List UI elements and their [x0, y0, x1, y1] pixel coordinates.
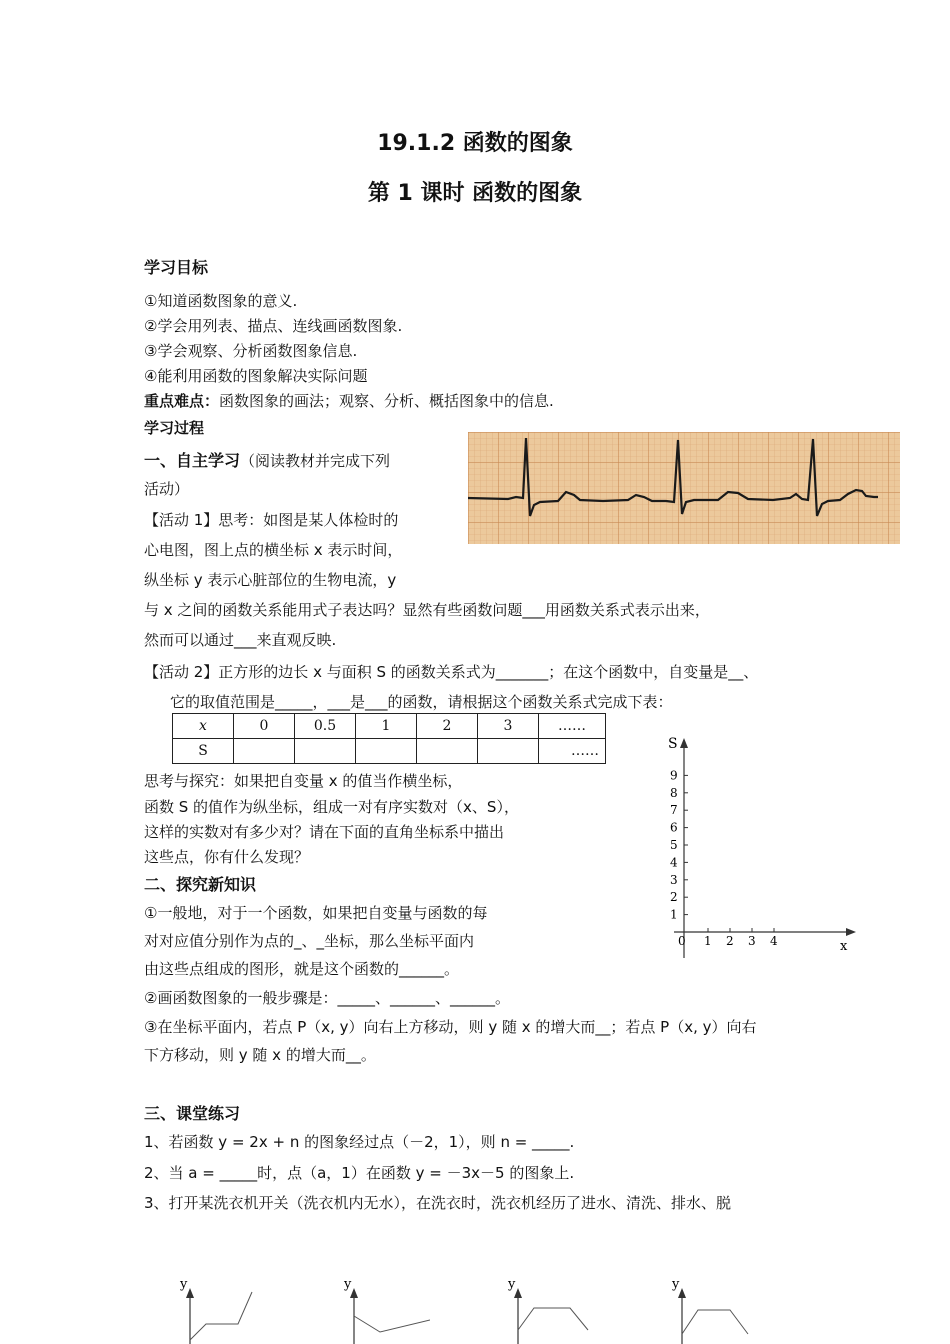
- section2-line: 对对应值分别作为点的_、_坐标，那么坐标平面内: [144, 932, 475, 950]
- activity1-line: 纵坐标 y 表示心脏部位的生物电流，y: [144, 571, 397, 589]
- ecg-image: [468, 432, 900, 544]
- table-row: [173, 714, 606, 739]
- activity1-line: 心电图，图上点的横坐标 x 表示时间，: [144, 541, 403, 559]
- section1-note: （阅读教材并完成下列: [240, 452, 391, 470]
- table-cell: 0: [234, 714, 295, 739]
- table-cell[interactable]: [295, 739, 356, 764]
- table-cell[interactable]: [478, 739, 539, 764]
- table-cell: ……: [539, 714, 606, 739]
- x-axis-label: x: [840, 939, 848, 954]
- graph-curve: [190, 1292, 252, 1340]
- section2-heading: 二、探究新知识: [144, 875, 257, 894]
- key-points: [144, 390, 554, 411]
- graph-axis-label: y: [508, 1277, 516, 1292]
- x-tick-label: 1: [704, 934, 712, 948]
- goal-item: ③学会观察、分析函数图象信息.: [144, 342, 358, 360]
- section1-note2: 活动）: [144, 480, 190, 498]
- section2-line: ②画函数图象的一般步骤是：_____、______、______。: [144, 989, 510, 1007]
- table-cell[interactable]: [417, 739, 478, 764]
- page-title: 19.1.2 函数的图象: [377, 131, 573, 156]
- y-arrow: [680, 738, 688, 748]
- y-tick-label: 8: [670, 785, 678, 800]
- table-cell: 3: [478, 714, 539, 739]
- section2-line: ①一般地，对于一个函数，如果把自变量与函数的每: [144, 904, 488, 922]
- activity1-line: 与 x 之间的函数关系能用式子表达吗？显然有些函数问题___用函数关系式表示出来，: [144, 601, 710, 619]
- think-line: 函数 S 的值作为纵坐标，组成一对有序实数对（x、S），: [144, 798, 519, 816]
- activity2-line: 【活动 2】正方形的边长 x 与面积 S 的函数关系式为_______；在这个函数中，自变量是__、: [144, 663, 759, 681]
- section2-line: 下方移动，则 y 随 x 的增大而__。: [144, 1046, 376, 1064]
- value-table: [172, 713, 606, 764]
- x-tick-label: 4: [770, 934, 778, 948]
- goal-item: ②学会用列表、描点、连线画函数图象.: [144, 317, 403, 335]
- option-graph-a: [176, 1274, 266, 1344]
- y-tick-label: 2: [670, 890, 678, 905]
- x-tick-label: 0: [678, 934, 686, 948]
- x-arrow: [846, 928, 856, 936]
- option-graph-b: [340, 1274, 430, 1344]
- goal-item: ④能利用函数的图象解决实际问题: [144, 367, 368, 385]
- y-tick-label: 1: [670, 907, 678, 922]
- process-heading: 学习过程: [144, 419, 205, 437]
- table-cell: S: [173, 739, 234, 764]
- goal-item: ①知道函数图象的意义.: [144, 292, 298, 310]
- table-cell: 0.5: [295, 714, 356, 739]
- table-cell: ……: [539, 739, 606, 764]
- y-tick-label: 4: [670, 855, 678, 870]
- think-line: 这些点，你有什么发现？: [144, 848, 310, 866]
- ecg-grid: [468, 432, 900, 544]
- table-row: [173, 739, 606, 764]
- y-tick-label: 7: [670, 803, 678, 818]
- graph-axis-label: y: [180, 1277, 188, 1292]
- x-tick-label: 2: [726, 934, 734, 948]
- section3-heading: 三、课堂练习: [144, 1104, 241, 1123]
- key-label: 重点难点：: [144, 392, 220, 410]
- table-cell: x: [173, 714, 234, 739]
- section1-title: 一、自主学习: [144, 451, 241, 470]
- y-tick-label: 5: [670, 838, 678, 852]
- activity2-line: 它的取值范围是_____，___是___的函数，请根据这个函数关系式完成下表：: [170, 693, 673, 711]
- section1-heading: [144, 448, 390, 471]
- graph-curve: [518, 1308, 588, 1330]
- goals-heading: 学习目标: [144, 258, 209, 277]
- option-graph-d: [668, 1274, 758, 1344]
- option-graph-c: [504, 1274, 594, 1344]
- page-subtitle: 第 1 课时 函数的图象: [367, 181, 583, 206]
- coordinate-graph: [660, 732, 860, 960]
- graph-curve: [354, 1316, 430, 1332]
- think-line: 思考与探究：如果把自变量 x 的值当作横坐标，: [144, 772, 463, 790]
- activity1-line: 然而可以通过___来直观反映.: [144, 631, 337, 649]
- graph-axis-label: y: [344, 1277, 352, 1292]
- y-tick-label: 9: [670, 768, 678, 783]
- exercise-line: 2、当 a = _____时，点（a，1）在函数 y = －3x－5 的图象上.: [144, 1164, 575, 1182]
- table-cell: 2: [417, 714, 478, 739]
- graph-axis-label: y: [672, 1277, 680, 1292]
- x-tick-label: 3: [748, 934, 756, 948]
- y-axis-label: S: [668, 736, 678, 752]
- y-tick-label: 6: [670, 820, 678, 835]
- exercise-line: 1、若函数 y = 2x + n 的图象经过点（－2，1），则 n = _____.: [144, 1133, 575, 1151]
- table-cell[interactable]: [234, 739, 295, 764]
- activity1-line: 【活动 1】思考：如图是某人体检时的: [144, 511, 399, 529]
- key-text: 函数图象的画法；观察、分析、概括图象中的信息.: [219, 392, 554, 410]
- y-tick-label: 3: [670, 872, 678, 887]
- section2-line: ③在坐标平面内，若点 P（x, y）向右上方移动，则 y 随 x 的增大而__；若点 P（x, y）向右: [144, 1018, 757, 1036]
- exercise-line: 3、打开某洗衣机开关（洗衣机内无水），在洗衣时，洗衣机经历了进水、清洗、排水、脱: [144, 1194, 732, 1212]
- think-line: 这样的实数对有多少对？请在下面的直角坐标系中描出: [144, 823, 505, 841]
- section2-line: 由这些点组成的图形，就是这个函数的______。: [144, 960, 460, 978]
- table-cell[interactable]: [356, 739, 417, 764]
- table-cell: 1: [356, 714, 417, 739]
- graph-curve: [682, 1310, 748, 1334]
